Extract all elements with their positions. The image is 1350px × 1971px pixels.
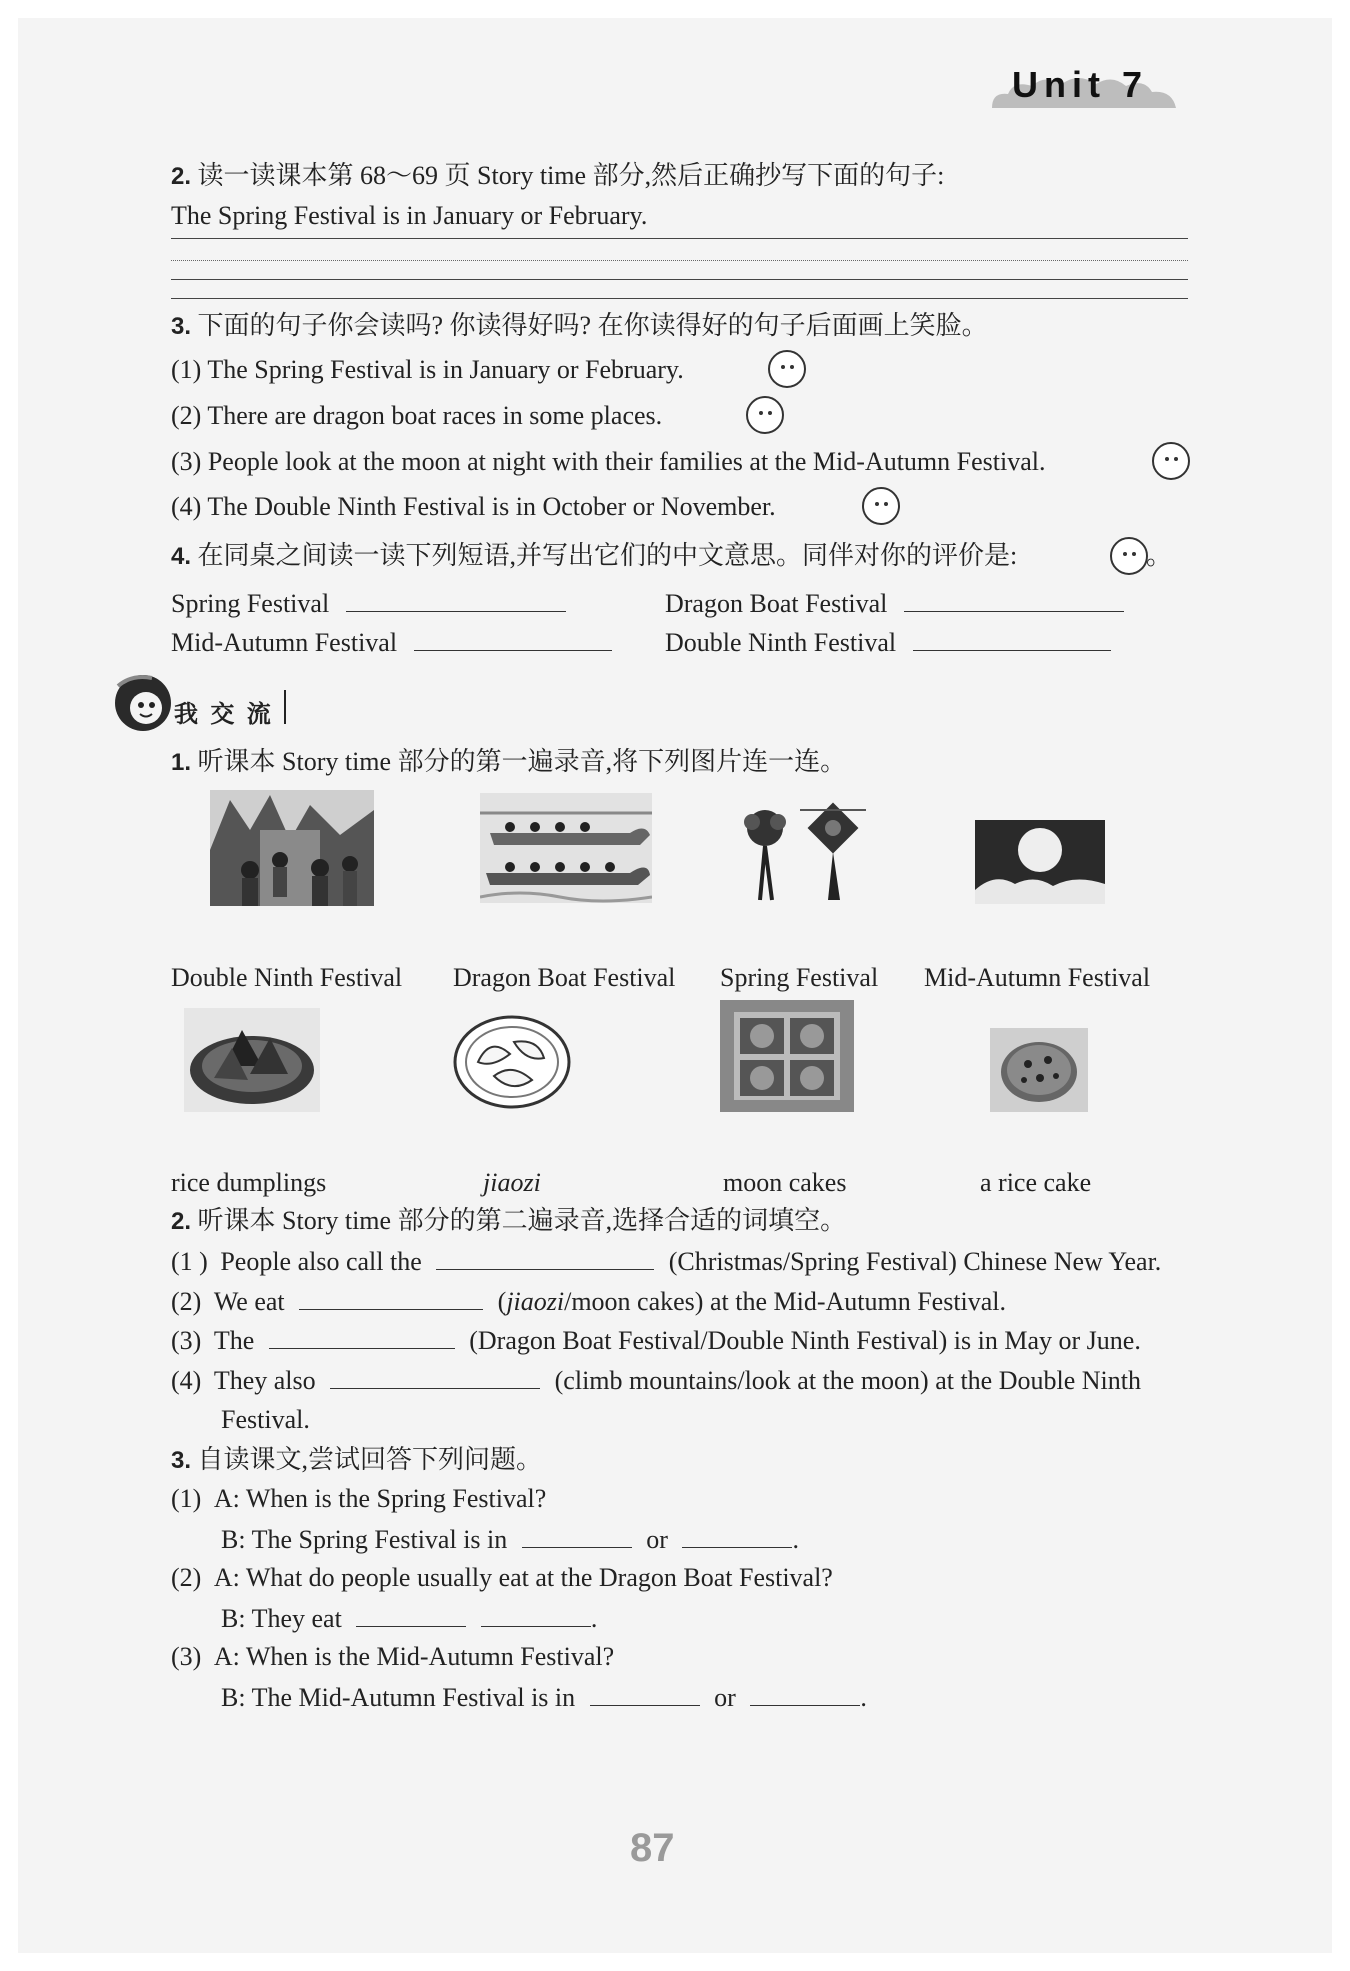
item-text: They also bbox=[213, 1366, 316, 1395]
answer-blank[interactable] bbox=[913, 626, 1111, 651]
item-text: We eat bbox=[213, 1287, 285, 1316]
answer-question bbox=[171, 1483, 546, 1515]
italic-word: jiaozi bbox=[506, 1287, 565, 1316]
answer-blank[interactable] bbox=[299, 1285, 483, 1310]
task-instruction: 下面的句子你会读吗? 你读得好吗? 在你读得好的句子后面画上笑脸。 bbox=[197, 311, 988, 340]
fill-item bbox=[171, 1364, 1141, 1397]
section-header bbox=[112, 668, 312, 738]
smiley-face-icon[interactable] bbox=[768, 350, 806, 388]
read-item bbox=[171, 491, 776, 523]
phrase-label: Double Ninth Festival bbox=[665, 628, 897, 657]
festival-label[interactable]: Mid-Autumn Festival bbox=[924, 963, 1151, 992]
fill-item bbox=[171, 1285, 1006, 1318]
food-label[interactable]: jiaozi bbox=[483, 1168, 541, 1197]
answer-text: B: The Mid-Autumn Festival is in bbox=[221, 1683, 576, 1712]
phrase-label: Dragon Boat Festival bbox=[665, 589, 888, 618]
rice-cake-picture[interactable] bbox=[990, 1028, 1088, 1112]
phrase-row bbox=[171, 587, 566, 620]
smiley-face-icon[interactable] bbox=[862, 487, 900, 525]
phrase-row bbox=[171, 626, 612, 659]
task-number: 3. bbox=[171, 313, 192, 340]
writing-line[interactable] bbox=[171, 260, 1188, 261]
festival-label[interactable]: Dragon Boat Festival bbox=[453, 963, 676, 992]
page-number: 87 bbox=[630, 1826, 675, 1870]
task-number: 1. bbox=[171, 749, 192, 776]
answer-text: or bbox=[714, 1683, 736, 1712]
answer-text: B: The Spring Festival is in bbox=[221, 1525, 508, 1554]
copy-sentence: The Spring Festival is in January or February. bbox=[171, 201, 648, 230]
answer-task-heading bbox=[171, 1444, 542, 1477]
smiley-face-icon[interactable] bbox=[746, 396, 784, 434]
item-text: (climb mountains/look at the moon) at the Double Ninth bbox=[554, 1366, 1141, 1395]
food-label[interactable]: rice dumplings bbox=[171, 1168, 327, 1197]
item-text: (jiaozi/moon cakes) at the Mid-Autumn Festival. bbox=[497, 1287, 1007, 1316]
period-mark: 。 bbox=[1146, 541, 1173, 570]
task-instruction: 自读课文,尝试回答下列问题。 bbox=[197, 1445, 543, 1474]
item-number: (2) bbox=[171, 1287, 202, 1316]
moon-cakes-picture[interactable] bbox=[720, 1000, 854, 1112]
task-instruction: 听课本 Story time 部分的第一遍录音,将下列图片连一连。 bbox=[197, 747, 847, 776]
answer-line bbox=[221, 1681, 867, 1714]
section-title: 我 交 流 bbox=[174, 700, 273, 728]
festival-label[interactable]: Double Ninth Festival bbox=[171, 963, 403, 992]
fill-item-continuation: Festival. bbox=[221, 1405, 310, 1434]
question-text: A: When is the Mid-Autumn Festival? bbox=[213, 1642, 615, 1671]
task-number: 4. bbox=[171, 543, 192, 570]
answer-line bbox=[221, 1523, 799, 1556]
section-divider bbox=[284, 690, 286, 724]
task-number: 2. bbox=[171, 163, 192, 190]
item-number: (3) bbox=[171, 447, 202, 476]
item-number: (1 ) bbox=[171, 1247, 208, 1276]
full-moon-picture[interactable] bbox=[975, 820, 1105, 904]
answer-blank[interactable] bbox=[904, 587, 1124, 612]
writing-line[interactable] bbox=[171, 279, 1188, 280]
item-text: The bbox=[213, 1326, 255, 1355]
chinese-knots-picture[interactable] bbox=[730, 800, 878, 906]
fill-task-heading bbox=[171, 1205, 846, 1238]
answer-text: or bbox=[646, 1525, 668, 1554]
item-number: (3) bbox=[171, 1326, 202, 1355]
food-label[interactable]: moon cakes bbox=[723, 1168, 847, 1197]
food-label[interactable]: a rice cake bbox=[980, 1168, 1092, 1197]
phrase-task-heading bbox=[171, 540, 1017, 573]
answer-text: . bbox=[792, 1525, 799, 1554]
read-item bbox=[171, 354, 684, 386]
jiaozi-picture[interactable] bbox=[452, 1014, 572, 1110]
task-number: 2. bbox=[171, 1208, 192, 1235]
read-item bbox=[171, 446, 1045, 478]
rice-dumplings-picture[interactable] bbox=[184, 1008, 320, 1112]
dragon-boat-race-picture[interactable] bbox=[480, 793, 652, 903]
question-text: A: When is the Spring Festival? bbox=[213, 1484, 547, 1513]
task-number: 3. bbox=[171, 1447, 192, 1474]
smiley-face-icon[interactable] bbox=[1110, 537, 1148, 575]
answer-blank[interactable] bbox=[682, 1523, 792, 1548]
item-text: (Dragon Boat Festival/Double Ninth Festival) is in May or June. bbox=[469, 1326, 1141, 1355]
item-number: (4) bbox=[171, 1366, 202, 1395]
item-number: (4) bbox=[171, 492, 202, 521]
festival-label[interactable]: Spring Festival bbox=[720, 963, 879, 992]
mountain-climbing-picture[interactable] bbox=[210, 790, 374, 906]
task-instruction: 在同桌之间读一读下列短语,并写出它们的中文意思。同伴对你的评价是: bbox=[197, 541, 1018, 570]
answer-question bbox=[171, 1641, 614, 1673]
answer-blank[interactable] bbox=[750, 1681, 860, 1706]
answer-text: . bbox=[860, 1683, 867, 1712]
item-text: People look at the moon at night with their families at the Mid-Autumn Festival. bbox=[207, 447, 1046, 476]
unit-label: Unit 7 bbox=[1012, 64, 1149, 105]
fill-item bbox=[171, 1245, 1161, 1278]
answer-blank[interactable] bbox=[346, 587, 566, 612]
copy-task-heading bbox=[171, 160, 944, 193]
task-instruction: 读一读课本第 68～69 页 Story time 部分,然后正确抄写下面的句子: bbox=[197, 161, 945, 190]
phrase-row bbox=[665, 626, 1111, 659]
answer-blank[interactable] bbox=[481, 1602, 591, 1627]
answer-blank[interactable] bbox=[356, 1602, 466, 1627]
answer-line bbox=[221, 1602, 597, 1635]
cartoon-kid-icon bbox=[112, 672, 174, 734]
read-item bbox=[171, 400, 662, 432]
phrase-label: Mid-Autumn Festival bbox=[171, 628, 398, 657]
answer-text: B: They eat bbox=[221, 1604, 342, 1633]
answer-text: . bbox=[590, 1604, 598, 1633]
item-text: /moon cakes) at the Mid-Autumn Festival. bbox=[564, 1287, 1007, 1316]
unit-badge bbox=[986, 62, 1184, 114]
item-number: (1) bbox=[171, 1484, 202, 1513]
item-text: The Spring Festival is in January or February. bbox=[207, 355, 684, 384]
answer-question bbox=[171, 1562, 833, 1594]
read-task-heading bbox=[171, 310, 988, 343]
answer-blank[interactable] bbox=[330, 1364, 540, 1389]
writing-line[interactable] bbox=[171, 298, 1188, 299]
answer-blank[interactable] bbox=[414, 626, 612, 651]
item-number: (1) bbox=[171, 355, 202, 384]
item-number: (2) bbox=[171, 1563, 202, 1592]
item-text: There are dragon boat races in some places. bbox=[207, 401, 663, 430]
answer-blank[interactable] bbox=[269, 1324, 455, 1349]
answer-blank[interactable] bbox=[522, 1523, 632, 1548]
answer-blank[interactable] bbox=[590, 1681, 700, 1706]
smiley-face-icon[interactable] bbox=[1152, 442, 1190, 480]
writing-line[interactable] bbox=[171, 238, 1188, 239]
item-text: The Double Ninth Festival is in October or November. bbox=[207, 492, 776, 521]
phrase-row bbox=[665, 587, 1124, 620]
item-text: (Christmas/Spring Festival) Chinese New Year. bbox=[668, 1247, 1162, 1276]
answer-blank[interactable] bbox=[436, 1245, 654, 1270]
task-instruction: 听课本 Story time 部分的第二遍录音,选择合适的词填空。 bbox=[197, 1206, 847, 1235]
phrase-label: Spring Festival bbox=[171, 589, 330, 618]
match-task-heading bbox=[171, 746, 846, 779]
item-number: (2) bbox=[171, 401, 202, 430]
item-text: People also call the bbox=[220, 1247, 422, 1276]
fill-item bbox=[171, 1324, 1141, 1357]
item-number: (3) bbox=[171, 1642, 202, 1671]
question-text: A: What do people usually eat at the Dragon Boat Festival? bbox=[213, 1563, 833, 1592]
